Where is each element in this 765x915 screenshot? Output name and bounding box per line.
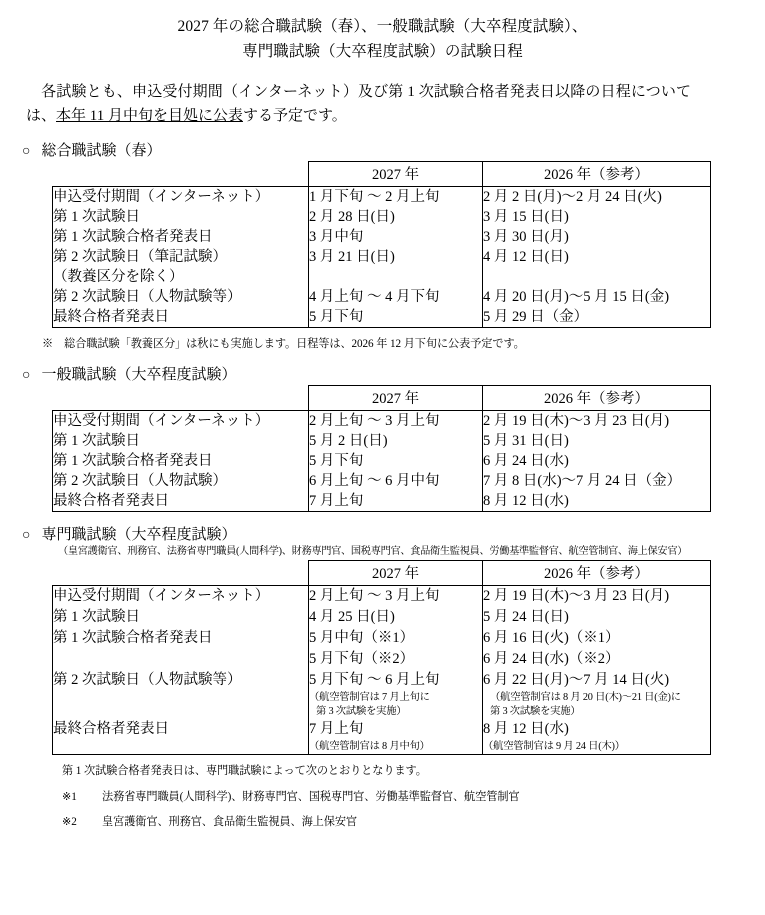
value-2026: 8 月 12 日(水): [483, 493, 569, 510]
value-2026: 4 月 20 日(月)～5 月 15 日(金): [483, 289, 670, 306]
value-2027: 5 月 2 日(日): [309, 433, 388, 450]
bullet-circle-icon: ○: [22, 368, 31, 384]
row-label: 第 2 次試験日（筆記試験）: [53, 249, 227, 266]
value-2027: 3 月中旬: [309, 229, 364, 246]
value-2027: 5 月下旬（※2）: [309, 651, 415, 668]
value-2027-note: （航空管制官は 7 月上旬に: [309, 692, 430, 704]
value-cell-2027: [309, 411, 483, 512]
bottom-note-mark: ※1: [62, 790, 77, 803]
schedule-table-senmonshoku: [52, 560, 711, 755]
row-label: 第 1 次試験日: [53, 609, 140, 626]
intro-text-part-1: 各試験とも、申込受付期間（インターネット）及び第 1 次試験合格者発表日以降の日程については、: [26, 84, 691, 125]
bottom-note-text: 皇宮護衛官、刑務官、食品衛生監視員、海上保安官: [102, 816, 358, 829]
row-label: 第 2 次試験日（人物試験等）: [53, 672, 242, 689]
schedule-table-ippanshoku: [52, 385, 711, 512]
bullet-circle-icon: ○: [22, 144, 31, 160]
row-label: 申込受付期間（インターネット）: [53, 189, 270, 206]
section-heading-senmonshoku: [0, 525, 765, 545]
row-label-cell: [53, 411, 309, 512]
intro-paragraph: [0, 64, 765, 128]
value-2026-note: 第 3 次試験を実施）: [490, 706, 581, 718]
value-2026: 6 月 16 日(火)（※1）: [483, 630, 620, 647]
section-sogoshoku: [0, 141, 765, 352]
value-2026: 2 月 2 日(月)～2 月 24 日(火): [483, 189, 662, 206]
value-2026: 8 月 12 日(水): [483, 721, 569, 738]
table-header-row: [53, 561, 711, 586]
value-2027: 6 月上旬 ～ 6 月中旬: [309, 473, 440, 490]
value-2027: 2 月上旬 ～ 3 月上旬: [309, 588, 440, 605]
value-2027: 5 月下旬: [309, 453, 364, 470]
page-title-line-1: 2027 年の総合職試験（春）、一般職試験（大卒程度試験）、: [177, 18, 588, 35]
column-header-2026: 2026 年（参考）: [483, 561, 711, 586]
value-2027: 3 月 21 日(日): [309, 249, 395, 266]
value-2026: 4 月 12 日(日): [483, 249, 569, 266]
value-2027: 5 月下旬: [309, 309, 364, 326]
value-2027: 7 月上旬: [309, 493, 364, 510]
value-2027: 1 月下旬 ～ 2 月上旬: [309, 189, 440, 206]
value-2026: 2 月 19 日(木)～3 月 23 日(月): [483, 588, 670, 605]
bottom-note-lead: 第 1 次試験合格者発表日は、専門職試験によって次のとおりとなります。: [62, 765, 427, 778]
table-row: [53, 411, 711, 512]
row-label: 第 2 次試験日（人物試験等）: [53, 289, 242, 306]
table-row: [53, 187, 711, 328]
section-subtitle: （皇宮護衛官、刑務官、法務省専門職員(人間科学)、財務専門官、国税専門官、食品衛生監視員、労働基準監督官、航空管制官、海上保安官）: [58, 545, 688, 557]
value-cell-2026: [483, 187, 711, 328]
row-label: 第 1 次試験日: [53, 209, 140, 226]
table-corner-cell: [53, 386, 309, 411]
value-2026-note: （航空管制官は 8 月 20 日(木)～21 日(金)に: [490, 692, 681, 704]
value-2026: 3 月 15 日(日): [483, 209, 569, 226]
section-ippanshoku: [0, 365, 765, 512]
value-2027: 4 月 25 日(日): [309, 609, 395, 626]
value-cell-2026: [483, 411, 711, 512]
intro-text-part-2: する予定です。: [242, 108, 347, 125]
section-title: 専門職試験（大卒程度試験）: [41, 527, 237, 544]
page-title: [0, 0, 765, 64]
table-row: [53, 586, 711, 755]
intro-text-underlined: 本年 11 月中旬を目処に公表: [56, 108, 243, 125]
value-2026: 5 月 31 日(日): [483, 433, 569, 450]
value-2026: 6 月 22 日(月)～7 月 14 日(火): [483, 672, 670, 689]
value-2026: 3 月 30 日(月): [483, 229, 569, 246]
row-label: [53, 649, 308, 670]
value-2027: 2 月上旬 ～ 3 月上旬: [309, 413, 440, 430]
column-header-2027: 2027 年: [309, 386, 483, 411]
row-label: 申込受付期間（インターネット）: [53, 588, 270, 605]
table-corner-cell: [53, 162, 309, 187]
empty-line: [309, 267, 482, 287]
page-title-line-2: 専門職試験（大卒程度試験）の試験日程: [242, 43, 523, 61]
row-label: 最終合格者発表日: [53, 309, 169, 326]
bottom-note-text: 法務省専門職員(人間科学)、財務専門官、国税専門官、労働基準監督官、航空管制官: [102, 790, 520, 803]
row-label: 最終合格者発表日: [53, 493, 169, 510]
row-label: 申込受付期間（インターネット）: [53, 413, 270, 430]
value-2026: 7 月 8 日(水)～7 月 24 日（金）: [483, 473, 682, 490]
column-header-2026: 2026 年（参考）: [483, 162, 711, 187]
section-heading-ippanshoku: [0, 365, 765, 385]
table-corner-cell: [53, 561, 309, 586]
value-2027: 2 月 28 日(日): [309, 209, 395, 226]
section-senmonshoku: [0, 525, 765, 755]
row-label-continued: （教養区分を除く）: [53, 269, 184, 286]
row-label: 第 1 次試験合格者発表日: [53, 630, 213, 647]
schedule-table-sogoshoku: [52, 161, 711, 328]
row-label-cell: [53, 586, 309, 755]
value-cell-2027: [309, 187, 483, 328]
row-label: 第 1 次試験日: [53, 433, 140, 450]
value-2026: 5 月 24 日(日): [483, 609, 569, 626]
row-label: 最終合格者発表日: [53, 721, 169, 738]
value-2026: 5 月 29 日（金）: [483, 309, 589, 326]
value-cell-2027: [309, 586, 483, 755]
column-header-2027: 2027 年: [309, 561, 483, 586]
section-title: 総合職試験（春）: [41, 143, 162, 160]
bottom-note-item-2: [0, 804, 765, 830]
column-header-2027: 2027 年: [309, 162, 483, 187]
value-cell-2026: [483, 586, 711, 755]
bottom-note-item-1: [0, 779, 765, 805]
value-2027-note: （航空管制官は 8 月中旬）: [309, 741, 430, 753]
bullet-circle-icon: ○: [22, 528, 31, 544]
column-header-2026: 2026 年（参考）: [483, 386, 711, 411]
section-title: 一般職試験（大卒程度試験）: [41, 367, 237, 384]
section-footnote-sogoshoku: ※ 総合職試験「教養区分」は秋にも実施します。日程等は、2026 年 12 月下旬に公表予定です。: [42, 338, 525, 351]
empty-line: [53, 740, 308, 754]
value-2026: 6 月 24 日(水): [483, 453, 569, 470]
row-label: 第 2 次試験日（人物試験）: [53, 473, 227, 490]
row-label-cell: [53, 187, 309, 328]
value-2027: 7 月上旬: [309, 721, 364, 738]
value-2027: 5 月中旬（※1）: [309, 630, 415, 647]
value-2027: 5 月下旬 ～ 6 月上旬: [309, 672, 440, 689]
value-2026-note: （航空管制官は 9 月 24 日(木)）: [483, 741, 625, 753]
empty-line: [53, 691, 308, 705]
table-header-row: [53, 386, 711, 411]
empty-line: [483, 267, 710, 287]
value-2027: 4 月上旬 ～ 4 月下旬: [309, 289, 440, 306]
section-heading-sogoshoku: [0, 141, 765, 161]
empty-line: [53, 705, 308, 719]
value-2027-note: 第 3 次試験を実施）: [316, 706, 407, 718]
row-label: 第 1 次試験合格者発表日: [53, 453, 213, 470]
table-header-row: [53, 162, 711, 187]
value-2026: 2 月 19 日(木)～3 月 23 日(月): [483, 413, 670, 430]
bottom-note-mark: ※2: [62, 816, 77, 829]
value-2026: 6 月 24 日(水)（※2）: [483, 651, 620, 668]
row-label: 第 1 次試験合格者発表日: [53, 229, 213, 246]
